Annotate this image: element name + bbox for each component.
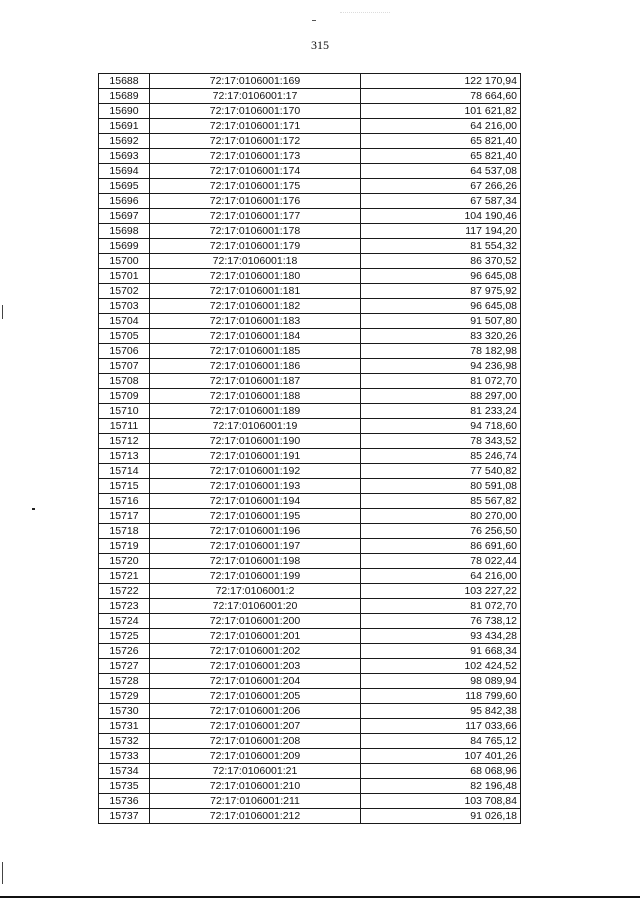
value-cell: 84 765,12 — [361, 734, 521, 749]
row-number-cell: 15712 — [99, 434, 150, 449]
value-cell: 117 033,66 — [361, 719, 521, 734]
value-cell: 82 196,48 — [361, 779, 521, 794]
cadastral-number-cell: 72:17:0106001:187 — [150, 374, 361, 389]
cadastral-number-cell: 72:17:0106001:191 — [150, 449, 361, 464]
cadastral-number-cell: 72:17:0106001:177 — [150, 209, 361, 224]
value-cell: 76 738,12 — [361, 614, 521, 629]
value-cell: 76 256,50 — [361, 524, 521, 539]
value-cell: 64 216,00 — [361, 569, 521, 584]
table-row — [99, 359, 521, 374]
cadastral-number-cell: 72:17:0106001:202 — [150, 644, 361, 659]
row-number-cell: 15726 — [99, 644, 150, 659]
value-cell: 117 194,20 — [361, 224, 521, 239]
value-cell: 65 821,40 — [361, 134, 521, 149]
table-row — [99, 179, 521, 194]
table-row — [99, 239, 521, 254]
table-row — [99, 644, 521, 659]
table-row — [99, 314, 521, 329]
cadastral-number-cell: 72:17:0106001:204 — [150, 674, 361, 689]
row-number-cell: 15701 — [99, 269, 150, 284]
row-number-cell: 15705 — [99, 329, 150, 344]
row-number-cell: 15703 — [99, 299, 150, 314]
table-row — [99, 269, 521, 284]
value-cell: 94 236,98 — [361, 359, 521, 374]
table-row — [99, 344, 521, 359]
row-number-cell: 15733 — [99, 749, 150, 764]
row-number-cell: 15708 — [99, 374, 150, 389]
value-cell: 91 507,80 — [361, 314, 521, 329]
table-row — [99, 209, 521, 224]
cadastral-number-cell: 72:17:0106001:173 — [150, 149, 361, 164]
cadastral-number-cell: 72:17:0106001:180 — [150, 269, 361, 284]
table-row — [99, 134, 521, 149]
cadastral-number-cell: 72:17:0106001:199 — [150, 569, 361, 584]
cadastral-number-cell: 72:17:0106001:203 — [150, 659, 361, 674]
row-number-cell: 15690 — [99, 104, 150, 119]
table-row — [99, 764, 521, 779]
table-row — [99, 779, 521, 794]
value-cell: 91 668,34 — [361, 644, 521, 659]
cadastral-number-cell: 72:17:0106001:186 — [150, 359, 361, 374]
row-number-cell: 15700 — [99, 254, 150, 269]
row-number-cell: 15721 — [99, 569, 150, 584]
value-cell: 78 343,52 — [361, 434, 521, 449]
scan-edge-mark — [2, 305, 3, 319]
table-row — [99, 284, 521, 299]
row-number-cell: 15720 — [99, 554, 150, 569]
row-number-cell: 15702 — [99, 284, 150, 299]
table-row — [99, 119, 521, 134]
row-number-cell: 15695 — [99, 179, 150, 194]
table-row — [99, 704, 521, 719]
table-row — [99, 614, 521, 629]
row-number-cell: 15707 — [99, 359, 150, 374]
cadastral-number-cell: 72:17:0106001:190 — [150, 434, 361, 449]
table-row — [99, 674, 521, 689]
cadastral-number-cell: 72:17:0106001:178 — [150, 224, 361, 239]
table-row — [99, 734, 521, 749]
row-number-cell: 15715 — [99, 479, 150, 494]
value-cell: 103 227,22 — [361, 584, 521, 599]
value-cell: 98 089,94 — [361, 674, 521, 689]
cadastral-number-cell: 72:17:0106001:2 — [150, 584, 361, 599]
value-cell: 64 537,08 — [361, 164, 521, 179]
value-cell: 107 401,26 — [361, 749, 521, 764]
cadastral-number-cell: 72:17:0106001:193 — [150, 479, 361, 494]
cadastral-number-cell: 72:17:0106001:176 — [150, 194, 361, 209]
value-cell: 64 216,00 — [361, 119, 521, 134]
cadastral-number-cell: 72:17:0106001:174 — [150, 164, 361, 179]
table-row — [99, 299, 521, 314]
row-number-cell: 15713 — [99, 449, 150, 464]
cadastral-number-cell: 72:17:0106001:18 — [150, 254, 361, 269]
data-table-container — [98, 73, 521, 824]
table-row — [99, 509, 521, 524]
table-body — [99, 74, 521, 824]
value-cell: 102 424,52 — [361, 659, 521, 674]
cadastral-number-cell: 72:17:0106001:21 — [150, 764, 361, 779]
row-number-cell: 15737 — [99, 809, 150, 824]
cadastral-number-cell: 72:17:0106001:197 — [150, 539, 361, 554]
row-number-cell: 15725 — [99, 629, 150, 644]
row-number-cell: 15732 — [99, 734, 150, 749]
row-number-cell: 15693 — [99, 149, 150, 164]
cadastral-number-cell: 72:17:0106001:183 — [150, 314, 361, 329]
value-cell: 85 246,74 — [361, 449, 521, 464]
table-row — [99, 434, 521, 449]
cadastral-value-table — [98, 73, 521, 824]
row-number-cell: 15694 — [99, 164, 150, 179]
value-cell: 86 370,52 — [361, 254, 521, 269]
row-number-cell: 15706 — [99, 344, 150, 359]
row-number-cell: 15719 — [99, 539, 150, 554]
cadastral-number-cell: 72:17:0106001:189 — [150, 404, 361, 419]
value-cell: 85 567,82 — [361, 494, 521, 509]
cadastral-number-cell: 72:17:0106001:208 — [150, 734, 361, 749]
row-number-cell: 15717 — [99, 509, 150, 524]
row-number-cell: 15735 — [99, 779, 150, 794]
table-row — [99, 389, 521, 404]
table-row — [99, 449, 521, 464]
value-cell: 88 297,00 — [361, 389, 521, 404]
value-cell: 78 664,60 — [361, 89, 521, 104]
row-number-cell: 15730 — [99, 704, 150, 719]
table-row — [99, 569, 521, 584]
table-row — [99, 164, 521, 179]
value-cell: 87 975,92 — [361, 284, 521, 299]
table-row — [99, 329, 521, 344]
stamp-mark — [340, 0, 390, 13]
table-row — [99, 554, 521, 569]
table-row — [99, 104, 521, 119]
table-row — [99, 404, 521, 419]
row-number-cell: 15716 — [99, 494, 150, 509]
cadastral-number-cell: 72:17:0106001:196 — [150, 524, 361, 539]
row-number-cell: 15729 — [99, 689, 150, 704]
scan-mark-left — [32, 508, 35, 510]
cadastral-number-cell: 72:17:0106001:200 — [150, 614, 361, 629]
cadastral-number-cell: 72:17:0106001:205 — [150, 689, 361, 704]
table-row — [99, 479, 521, 494]
table-row — [99, 719, 521, 734]
value-cell: 81 554,32 — [361, 239, 521, 254]
value-cell: 80 270,00 — [361, 509, 521, 524]
row-number-cell: 15692 — [99, 134, 150, 149]
row-number-cell: 15722 — [99, 584, 150, 599]
page-number: 315 — [311, 38, 329, 52]
cadastral-number-cell: 72:17:0106001:17 — [150, 89, 361, 104]
table-row — [99, 659, 521, 674]
table-row — [99, 374, 521, 389]
cadastral-number-cell: 72:17:0106001:195 — [150, 509, 361, 524]
row-number-cell: 15727 — [99, 659, 150, 674]
cadastral-number-cell: 72:17:0106001:210 — [150, 779, 361, 794]
cadastral-number-cell: 72:17:0106001:181 — [150, 284, 361, 299]
value-cell: 78 182,98 — [361, 344, 521, 359]
table-row — [99, 749, 521, 764]
row-number-cell: 15697 — [99, 209, 150, 224]
row-number-cell: 15728 — [99, 674, 150, 689]
value-cell: 96 645,08 — [361, 269, 521, 284]
value-cell: 95 842,38 — [361, 704, 521, 719]
cadastral-number-cell: 72:17:0106001:171 — [150, 119, 361, 134]
value-cell: 67 266,26 — [361, 179, 521, 194]
table-row — [99, 539, 521, 554]
cadastral-number-cell: 72:17:0106001:184 — [150, 329, 361, 344]
cadastral-number-cell: 72:17:0106001:20 — [150, 599, 361, 614]
value-cell: 96 645,08 — [361, 299, 521, 314]
row-number-cell: 15688 — [99, 74, 150, 89]
cadastral-number-cell: 72:17:0106001:172 — [150, 134, 361, 149]
table-row — [99, 89, 521, 104]
value-cell: 118 799,60 — [361, 689, 521, 704]
cadastral-number-cell: 72:17:0106001:169 — [150, 74, 361, 89]
row-number-cell: 15718 — [99, 524, 150, 539]
value-cell: 94 718,60 — [361, 419, 521, 434]
table-row — [99, 794, 521, 809]
value-cell: 81 072,70 — [361, 599, 521, 614]
cadastral-number-cell: 72:17:0106001:170 — [150, 104, 361, 119]
cadastral-number-cell: 72:17:0106001:207 — [150, 719, 361, 734]
table-row — [99, 689, 521, 704]
row-number-cell: 15711 — [99, 419, 150, 434]
row-number-cell: 15723 — [99, 599, 150, 614]
table-row — [99, 809, 521, 824]
cadastral-number-cell: 72:17:0106001:182 — [150, 299, 361, 314]
cadastral-number-cell: 72:17:0106001:201 — [150, 629, 361, 644]
value-cell: 93 434,28 — [361, 629, 521, 644]
row-number-cell: 15699 — [99, 239, 150, 254]
cadastral-number-cell: 72:17:0106001:192 — [150, 464, 361, 479]
value-cell: 104 190,46 — [361, 209, 521, 224]
table-row — [99, 599, 521, 614]
row-number-cell: 15736 — [99, 794, 150, 809]
row-number-cell: 15696 — [99, 194, 150, 209]
value-cell: 77 540,82 — [361, 464, 521, 479]
row-number-cell: 15724 — [99, 614, 150, 629]
row-number-cell: 15710 — [99, 404, 150, 419]
value-cell: 81 072,70 — [361, 374, 521, 389]
page-bottom-edge — [0, 896, 640, 898]
cadastral-number-cell: 72:17:0106001:19 — [150, 419, 361, 434]
cadastral-number-cell: 72:17:0106001:194 — [150, 494, 361, 509]
value-cell: 78 022,44 — [361, 554, 521, 569]
row-number-cell: 15698 — [99, 224, 150, 239]
row-number-cell: 15691 — [99, 119, 150, 134]
cadastral-number-cell: 72:17:0106001:198 — [150, 554, 361, 569]
table-row — [99, 584, 521, 599]
value-cell: 103 708,84 — [361, 794, 521, 809]
value-cell: 67 587,34 — [361, 194, 521, 209]
table-row — [99, 464, 521, 479]
table-row — [99, 629, 521, 644]
value-cell: 81 233,24 — [361, 404, 521, 419]
row-number-cell: 15689 — [99, 89, 150, 104]
scan-mark — [312, 20, 316, 21]
value-cell: 86 691,60 — [361, 539, 521, 554]
cadastral-number-cell: 72:17:0106001:209 — [150, 749, 361, 764]
row-number-cell: 15734 — [99, 764, 150, 779]
value-cell: 122 170,94 — [361, 74, 521, 89]
cadastral-number-cell: 72:17:0106001:211 — [150, 794, 361, 809]
row-number-cell: 15709 — [99, 389, 150, 404]
cadastral-number-cell: 72:17:0106001:179 — [150, 239, 361, 254]
value-cell: 80 591,08 — [361, 479, 521, 494]
value-cell: 91 026,18 — [361, 809, 521, 824]
table-row — [99, 254, 521, 269]
cadastral-number-cell: 72:17:0106001:188 — [150, 389, 361, 404]
value-cell: 83 320,26 — [361, 329, 521, 344]
table-row — [99, 224, 521, 239]
table-row — [99, 194, 521, 209]
value-cell: 65 821,40 — [361, 149, 521, 164]
row-number-cell: 15704 — [99, 314, 150, 329]
table-row — [99, 494, 521, 509]
table-row — [99, 74, 521, 89]
row-number-cell: 15731 — [99, 719, 150, 734]
cadastral-number-cell: 72:17:0106001:185 — [150, 344, 361, 359]
scan-edge-mark — [2, 862, 3, 884]
value-cell: 68 068,96 — [361, 764, 521, 779]
table-row — [99, 419, 521, 434]
cadastral-number-cell: 72:17:0106001:212 — [150, 809, 361, 824]
row-number-cell: 15714 — [99, 464, 150, 479]
value-cell: 101 621,82 — [361, 104, 521, 119]
table-row — [99, 149, 521, 164]
table-row — [99, 524, 521, 539]
cadastral-number-cell: 72:17:0106001:175 — [150, 179, 361, 194]
cadastral-number-cell: 72:17:0106001:206 — [150, 704, 361, 719]
